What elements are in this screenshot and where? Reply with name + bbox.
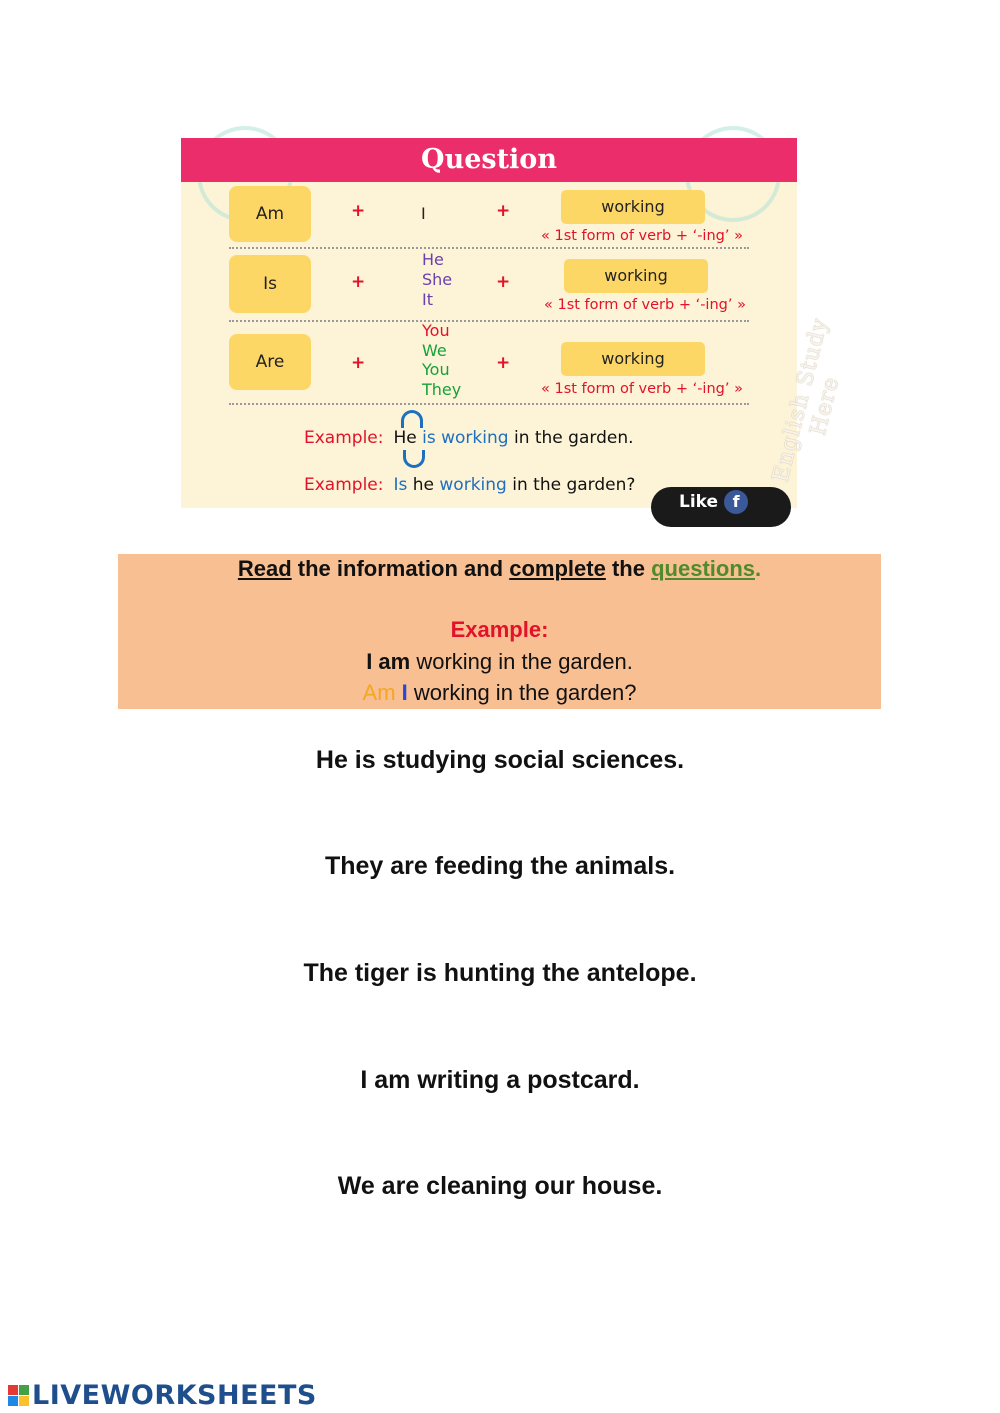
pronoun-list-he-she-it — [422, 250, 452, 310]
instruction-mid: the information and — [297, 556, 504, 581]
instruction-complete: complete — [509, 556, 606, 581]
example-label: Example: — [304, 428, 384, 448]
instruction-read: Read — [237, 556, 292, 581]
divider — [229, 247, 749, 249]
example-subject: He — [393, 428, 417, 448]
example-label: Example: — [304, 475, 384, 495]
aux-is-box: Is — [229, 255, 311, 313]
chart-title: Question — [181, 138, 797, 182]
exercise-sentence-3: The tiger is hunting the antelope. — [303, 959, 697, 987]
plus-sign: + — [496, 353, 511, 373]
exercise-sentence-4: I am writing a postcard. — [360, 1066, 640, 1094]
plus-sign: + — [496, 272, 511, 292]
example-subject: he — [412, 475, 434, 495]
verb-box: working — [561, 342, 705, 376]
watermark-vertical: English Study Here — [768, 315, 845, 485]
pronoun-he: He — [422, 250, 444, 269]
plus-sign: + — [351, 353, 366, 373]
example-question — [118, 680, 881, 706]
instruction-mid: the — [611, 556, 645, 581]
like-button — [651, 487, 791, 527]
pronoun-list-you-we-they — [422, 321, 461, 399]
verb-formula: « 1st form of verb + ‘-ing’ » — [541, 381, 743, 397]
example-statement — [118, 649, 881, 675]
instruction-text — [118, 556, 881, 582]
verb-formula: « 1st form of verb + ‘-ing’ » — [544, 297, 746, 313]
like-label: Like — [679, 492, 719, 512]
pronoun-it: It — [422, 290, 433, 309]
aux-are-box: Are — [229, 334, 311, 390]
exercise-sentence-1: He is studying social sciences. — [315, 746, 685, 774]
logo-text: LIVEWORKSHEETS — [32, 1380, 317, 1411]
instruction-box — [118, 554, 881, 709]
swap-arrow-icon — [403, 450, 425, 468]
aux-am-box: Am — [229, 186, 311, 242]
divider — [229, 320, 749, 322]
example-question-rest: working in the garden? — [413, 680, 637, 705]
example-statement — [304, 428, 634, 448]
example-statement-bold: I am — [366, 649, 411, 674]
example-question-aux: Am — [362, 680, 396, 705]
example-heading: Example: — [450, 617, 549, 642]
example-aux: Is — [393, 475, 408, 495]
example-rest: in the garden. — [513, 428, 634, 448]
plus-sign: + — [496, 201, 511, 221]
example-statement-rest: working in the garden. — [416, 649, 633, 674]
example-verb: is working — [422, 428, 509, 448]
grammar-chart-image — [181, 138, 845, 512]
instruction-questions: questions — [651, 556, 755, 581]
pronoun-you-plural: You — [422, 360, 450, 379]
pronoun-i: I — [421, 204, 426, 223]
plus-sign: + — [351, 272, 366, 292]
swap-arrow-icon — [401, 410, 423, 428]
example-verb: working — [439, 475, 507, 495]
liveworksheets-logo — [8, 1380, 317, 1410]
example-question — [304, 475, 635, 495]
verb-box: working — [561, 190, 705, 224]
facebook-icon: f — [724, 490, 748, 514]
pronoun-she: She — [422, 270, 453, 289]
exercise-sentence-2: They are feeding the animals. — [324, 852, 676, 880]
instruction-period: . — [755, 556, 762, 581]
verb-box: working — [564, 259, 708, 293]
exercise-sentence-5: We are cleaning our house. — [337, 1172, 663, 1200]
logo-grid-icon — [8, 1385, 30, 1407]
pronoun-we: We — [422, 340, 447, 360]
example-rest: in the garden? — [512, 475, 636, 495]
divider — [229, 403, 749, 405]
pronoun-you: You — [422, 321, 450, 340]
pronoun-they: They — [422, 379, 462, 399]
verb-formula: « 1st form of verb + ‘-ing’ » — [541, 228, 743, 244]
example-question-subject: I — [401, 680, 408, 705]
plus-sign: + — [351, 201, 366, 221]
